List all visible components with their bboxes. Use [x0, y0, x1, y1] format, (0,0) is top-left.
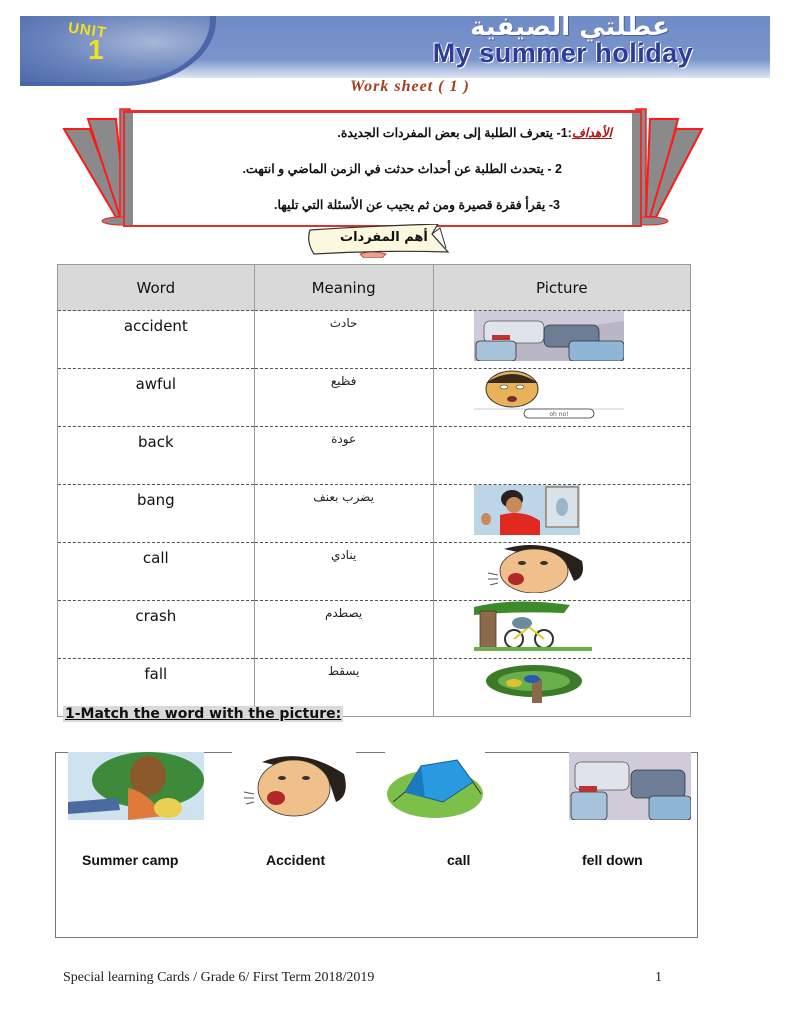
girl-calling-image — [474, 543, 592, 593]
car-crash-image — [474, 311, 624, 361]
table-header-row — [58, 265, 691, 311]
word-cell: bang — [58, 485, 255, 543]
match-word-4[interactable]: fell down — [582, 852, 643, 868]
objectives-banner — [60, 105, 700, 227]
word-cell: awful — [58, 369, 255, 427]
match-picture-3[interactable] — [385, 752, 485, 820]
page-number: 1 — [655, 970, 662, 985]
empty-picture-cell — [433, 427, 690, 485]
unit-number: 1 — [88, 34, 104, 65]
shocked-face-image — [474, 369, 624, 419]
meaning-cell: يصطدم — [254, 601, 433, 659]
objective-1: الأهداف:1- يتعرف الطلبة إلى بعض المفردات الجديدة. — [337, 126, 612, 140]
banner-fold-right-icon — [630, 105, 710, 227]
bike-crash-tree-image — [474, 601, 592, 651]
boy-banging-window-image — [474, 485, 580, 535]
table-row — [58, 427, 691, 485]
table-row — [58, 601, 691, 659]
meaning-cell: حادث — [254, 311, 433, 369]
match-word-3[interactable]: call — [447, 852, 471, 868]
svg-text:oh no!: oh no! — [548, 411, 569, 418]
header-meaning: Meaning — [254, 265, 433, 311]
table-row — [58, 311, 691, 369]
meaning-cell: ينادي — [254, 543, 433, 601]
footer-text: Special learning Cards / Grade 6/ First Term 2018/2019 — [63, 970, 375, 985]
word-cell: fall — [58, 659, 255, 717]
match-picture-2[interactable] — [232, 752, 356, 820]
falling-from-tree-image — [474, 659, 592, 709]
word-cell: crash — [58, 601, 255, 659]
vocabulary-scroll-label — [300, 224, 450, 254]
title-english: My summer holiday — [432, 38, 694, 68]
vocabulary-table — [57, 264, 691, 717]
table-row — [58, 369, 691, 427]
match-word-2[interactable]: Accident — [266, 852, 326, 868]
match-exercise-heading: 1-Match the word with the picture: — [65, 706, 342, 722]
meaning-cell: عودة — [254, 427, 433, 485]
word-cell: call — [58, 543, 255, 601]
table-row — [58, 543, 691, 601]
objectives-box — [123, 110, 642, 227]
objectives-label: الأهداف — [571, 126, 612, 140]
match-word-1[interactable]: Summer camp — [82, 852, 179, 868]
meaning-cell: يضرب بعنف — [254, 485, 433, 543]
header-picture: Picture — [433, 265, 690, 311]
word-cell: back — [58, 427, 255, 485]
objective-2: 2 - يتحدث الطلبة عن أحداث حدثت في الزمن الماضي و انتهت. — [242, 162, 562, 176]
header-word: Word — [58, 265, 255, 311]
match-picture-4[interactable] — [569, 752, 691, 820]
meaning-cell: فظيع — [254, 369, 433, 427]
objective-3: 3- يقرأ فقرة قصيرة ومن ثم يجيب عن الأسئلة التي تليها. — [274, 198, 560, 212]
word-cell: accident — [58, 311, 255, 369]
match-picture-1[interactable] — [68, 752, 204, 820]
vocabulary-label: أهم المفردات — [340, 230, 428, 245]
meaning-cell: يسقط — [254, 659, 433, 717]
title-arabic: عطلتي الصيفية — [470, 12, 670, 42]
table-row — [58, 485, 691, 543]
unit-label: UNIT — [67, 19, 108, 42]
worksheet-title: Work sheet ( 1 ) — [350, 78, 470, 95]
